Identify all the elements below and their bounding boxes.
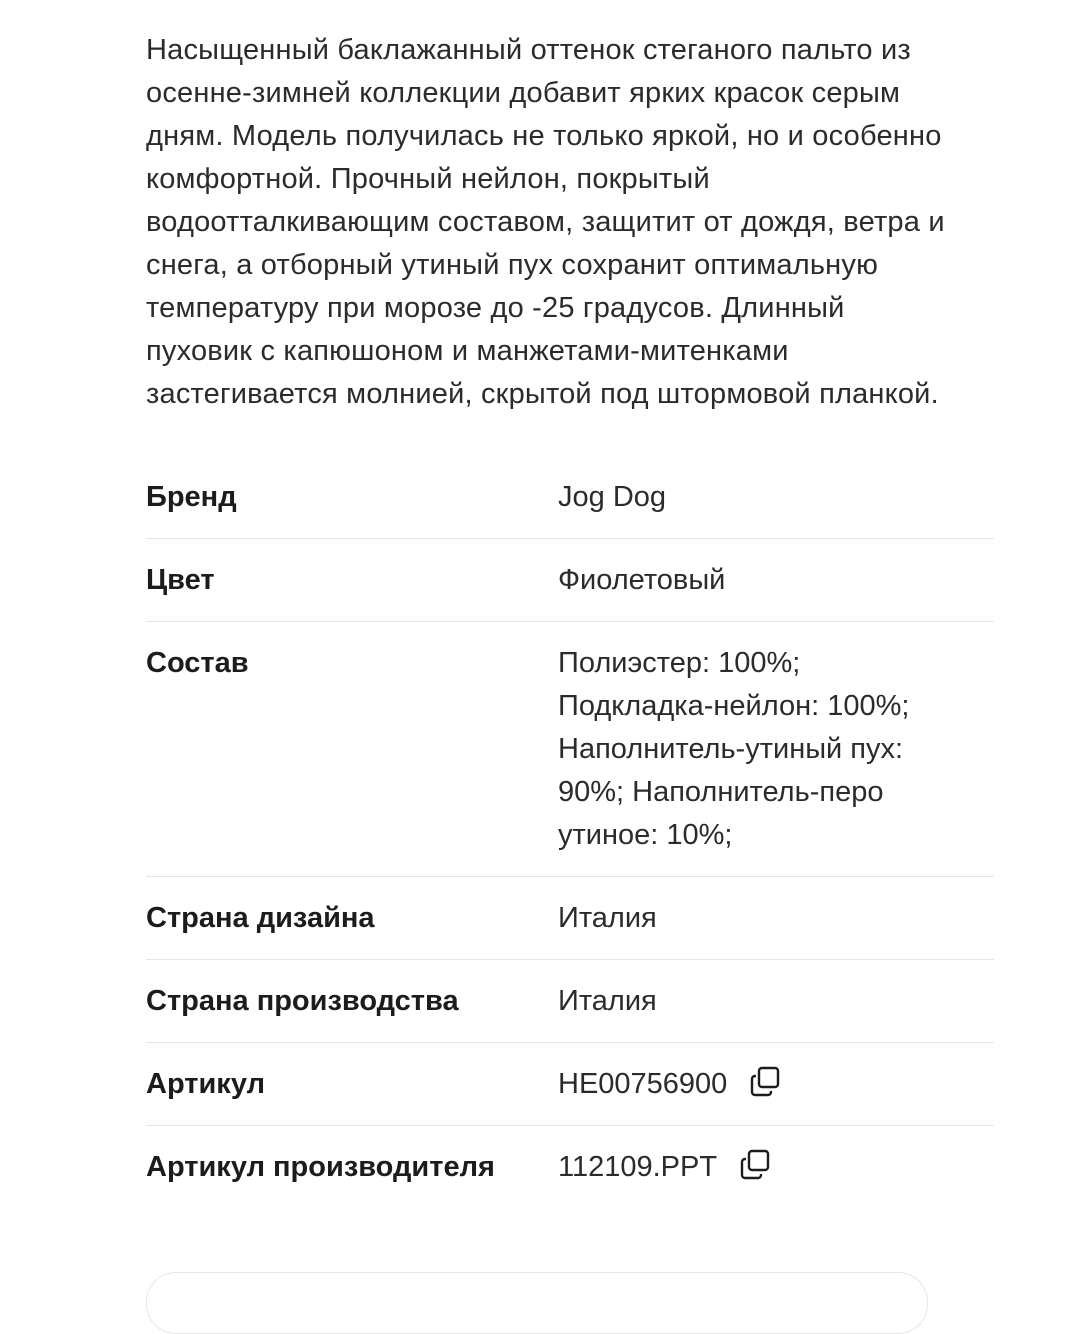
spec-value xyxy=(558,1146,994,1189)
spec-label: Бренд xyxy=(146,481,237,513)
product-description: Насыщенный баклажанный оттенок стеганого пальто из осенне-зимней коллекции добавит ярких красок серым дням. Модель получилась не только яркой, но и особенно комфортной. Прочный нейлон, покрытый водоотталкивающим составом, защитит от дождя, ветра и снега, а отборный утиный пух сохранит оптимальную температуру при морозе до -25 градусов. Длинный пуховик с капюшоном и манжетами-митенками застегивается молнией, скрытой под штормовой планкой. xyxy=(146,34,945,410)
spec-label: Артикул производителя xyxy=(146,1151,495,1183)
spec-value xyxy=(558,980,994,1023)
spec-row-design-country xyxy=(146,877,994,960)
spec-row-article xyxy=(146,1043,994,1126)
copy-icon[interactable] xyxy=(749,1065,783,1099)
spec-value xyxy=(558,559,994,602)
spec-value-text: Фиолетовый xyxy=(558,564,726,596)
spec-label: Состав xyxy=(146,647,249,679)
spec-value xyxy=(558,476,994,519)
spec-value xyxy=(558,1063,994,1106)
spec-value xyxy=(558,897,994,940)
spec-row-composition xyxy=(146,622,994,877)
spec-value-text: Италия xyxy=(558,985,657,1017)
copy-icon[interactable] xyxy=(739,1148,773,1182)
bottom-card[interactable] xyxy=(146,1272,928,1334)
spec-row-brand xyxy=(146,456,994,539)
spec-value-text: Jog Dog xyxy=(558,481,667,513)
spec-value-text: HE00756900 xyxy=(558,1068,728,1100)
spec-value-text: Италия xyxy=(558,902,657,934)
spec-label: Артикул xyxy=(146,1068,265,1100)
spec-label: Страна дизайна xyxy=(146,902,375,934)
spec-label: Цвет xyxy=(146,564,215,596)
spec-value xyxy=(558,642,994,857)
product-details xyxy=(146,0,994,1208)
spec-value-text: 112109.PPT xyxy=(558,1151,718,1183)
spec-row-color xyxy=(146,539,994,622)
spec-label: Страна производства xyxy=(146,985,459,1017)
spec-row-production-country xyxy=(146,960,994,1043)
specs-table xyxy=(146,456,994,1208)
spec-value-text: Полиэстер: 100%; Подкладка-нейлон: 100%; Наполнитель-утиный пух: 90%; Наполнитель-перо утиное: 10%; xyxy=(558,647,910,851)
spec-row-manufacturer-article xyxy=(146,1126,994,1208)
